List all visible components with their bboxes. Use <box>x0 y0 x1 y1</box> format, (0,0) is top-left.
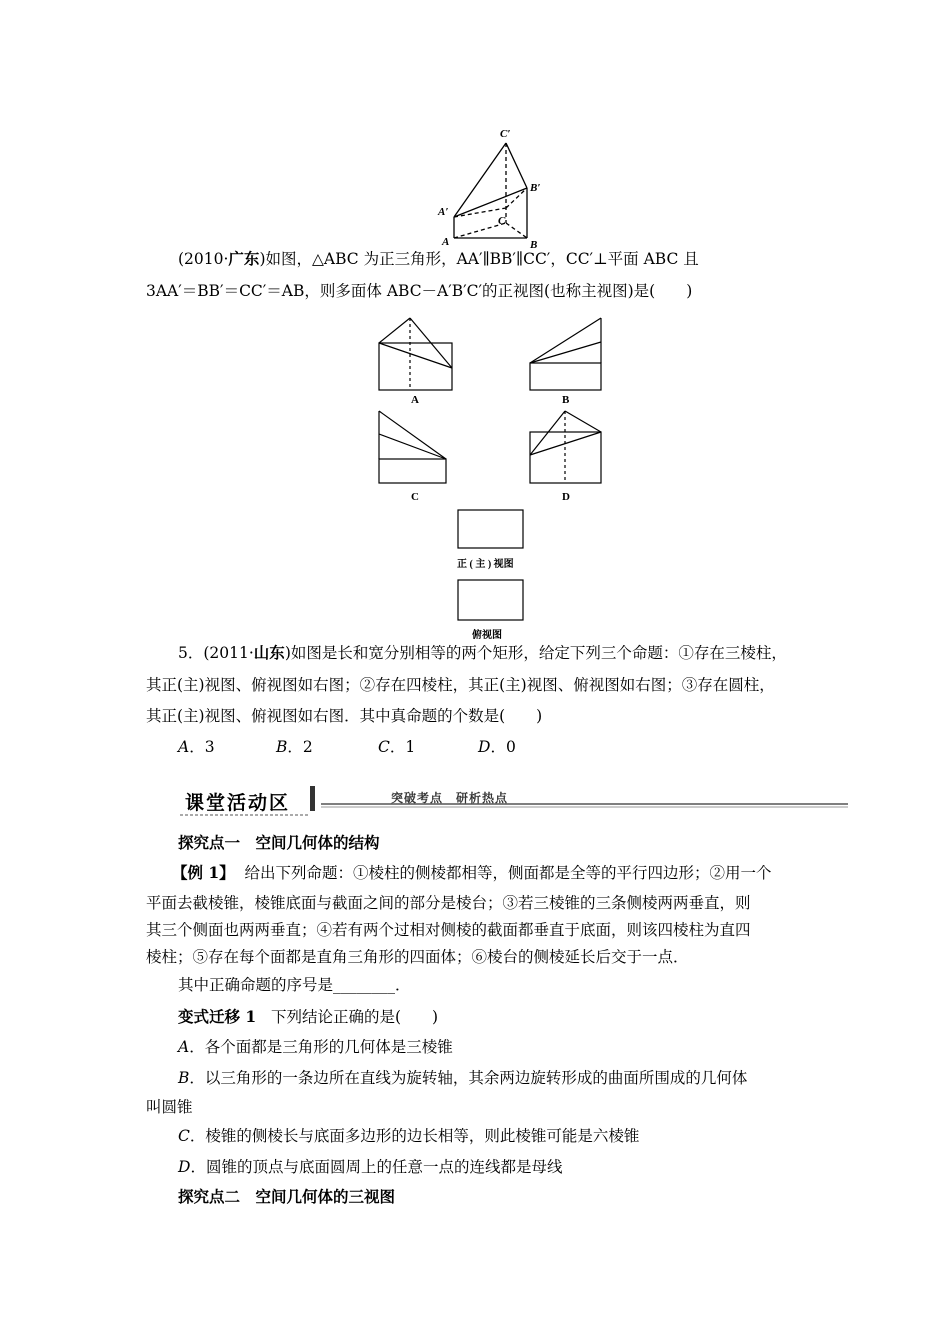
prism-figure <box>430 125 550 250</box>
choice-b: B．2 <box>276 738 313 756</box>
option-c-label: C <box>411 491 419 503</box>
banner-subtitle: 突破考点 研析热点 <box>391 791 509 805</box>
label-a: A <box>442 236 450 248</box>
choice-a: A．3 <box>178 738 215 756</box>
option-a-label: A <box>411 394 419 406</box>
problem5-line2: 其正(主)视图、俯视图如右图；②存在四棱柱，其正(主)视图、俯视图如右图；③存在圆柱， <box>146 676 775 694</box>
problem5-line1: 5．(2011·山东)如图是长和宽分别相等的两个矩形，给定下列三个命题：①存在三棱柱， <box>178 643 787 662</box>
option-d-label: D <box>562 491 570 503</box>
front-view-label: 正 ( 主 ) 视图 <box>457 559 514 570</box>
label-a-prime: A′ <box>438 206 449 218</box>
example1-line4: 棱柱；⑤存在每个面都是直角三角形的四面体；⑥棱台的侧棱延长后交于一点． <box>146 948 689 966</box>
label-b: B <box>530 239 538 250</box>
example1-line2: 平面去截棱锥，棱锥底面与截面之间的部分是棱台；③若三棱锥的三条侧棱两两垂直，则 <box>146 894 751 912</box>
choice-c: C．1 <box>378 738 416 756</box>
variant-choice-d: D．圆锥的顶点与底面圆周上的任意一点的连线都是母线 <box>178 1158 563 1176</box>
choice-d: D．0 <box>478 738 516 756</box>
problem5-line3: 其正(主)视图、俯视图如右图．其中真命题的个数是( ) <box>146 707 543 725</box>
problem4-line1: (2010·广东)如图，△ABC 为正三角形，AA′∥BB′∥CC′，CC′⊥平面 ABC 且 <box>178 249 699 268</box>
variant-choice-b-line1: B．以三角形的一条边所在直线为旋转轴，其余两边旋转形成的曲面所围成的几何体 <box>178 1069 748 1087</box>
variant-choice-c: C．棱锥的侧棱长与底面多边形的边长相等，则此棱锥可能是六棱锥 <box>178 1127 640 1145</box>
views-figure <box>450 505 540 645</box>
banner-title: 课堂活动区 <box>185 792 291 814</box>
answer-line: 其中正确命题的序号是________． <box>178 976 411 994</box>
options-figure <box>370 312 610 507</box>
variant-choice-a: A．各个面都是三角形的几何体是三棱锥 <box>178 1038 453 1056</box>
section2-heading: 探究点二 空间几何体的三视图 <box>178 1187 396 1206</box>
example1-line1: 【例 1】 给出下列命题：①棱柱的侧棱都相等，侧面都是全等的平行四边形；②用一个 <box>172 863 772 882</box>
label-b-prime: B′ <box>530 182 541 194</box>
variant1-line: 变式迁移 1 下列结论正确的是( ) <box>178 1007 439 1026</box>
example1-line3: 其三个侧面也两两垂直；④若有两个过相对侧棱的截面都垂直于底面，则该四棱柱为直四 <box>146 921 751 939</box>
option-b-label: B <box>562 394 570 406</box>
top-view-label: 俯视图 <box>472 630 502 641</box>
label-c-prime: C′ <box>500 128 511 140</box>
section1-heading: 探究点一 空间几何体的结构 <box>178 833 380 852</box>
problem4-line2: 3AA′＝BB′＝CC′＝AB，则多面体 ABC－A′B′C′的正视图(也称主视图)是( ) <box>146 282 693 300</box>
variant-choice-b-line2: 叫圆锥 <box>146 1098 193 1116</box>
label-c: C <box>498 215 506 227</box>
